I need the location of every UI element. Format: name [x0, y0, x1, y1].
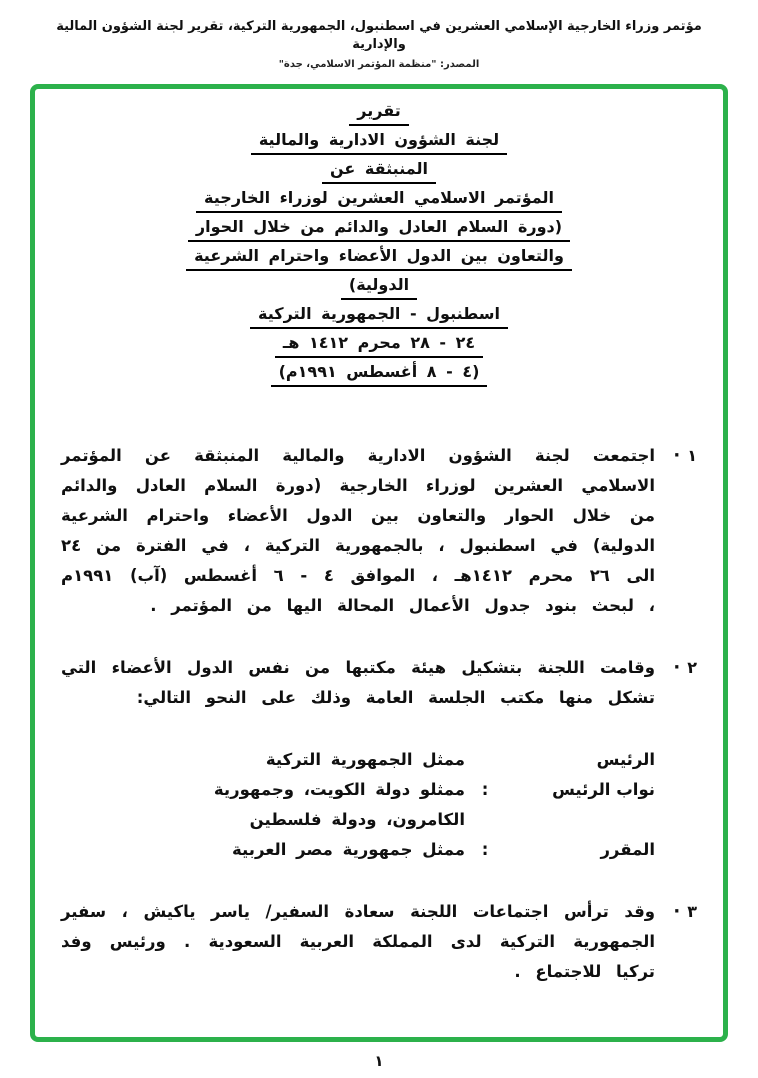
paragraph-number-value: ٣ — [687, 902, 697, 921]
officer-row-chairman — [61, 745, 655, 775]
caption-title: مؤتمر وزراء الخارجية الإسلامي العشرين في اسطنبول، الجمهورية التركية، تقرير لجنة الشؤون المالية والإدارية — [56, 19, 702, 52]
officer-role: المقرر — [600, 840, 655, 859]
paragraph-bullet: · — [673, 657, 681, 678]
paragraph-text: وقامت اللجنة بتشكيل هيئة مكتبها من نفس الدول الأعضاء التي تشكل منها مكتب الجلسة العامة وذلك على النحو التالي: — [61, 658, 655, 707]
title-line-3: المنبثقة عن — [61, 159, 697, 184]
page-number: ١ — [374, 1052, 384, 1070]
paragraph-3 — [61, 897, 697, 987]
report-body — [61, 441, 697, 987]
paragraph-number-value: ١ — [687, 446, 697, 465]
paragraph-number — [655, 441, 697, 621]
paragraph-text: وقد ترأس اجتماعات اللجنة سعادة السفير/ ياسر ياكيش ، سفير الجمهورية التركية لدى المملكة العربية السعودية . ورئيس وفد تركيا للاجتماع . — [61, 902, 655, 981]
officer-value: ممثل الجمهورية التركية — [265, 750, 465, 769]
officer-separator: : — [481, 840, 489, 859]
title-line-7: الدولية) — [61, 275, 697, 300]
document-caption — [0, 0, 758, 70]
paragraph-number — [655, 897, 697, 987]
title-line-5: (دورة السلام العادل والدائم من خلال الحوار — [61, 217, 697, 242]
paragraph-bullet: · — [673, 445, 681, 466]
officer-separator: : — [481, 780, 489, 799]
paragraph-text: اجتمعت لجنة الشؤون الادارية والمالية المنبثقة عن المؤتمر الاسلامي العشرين لوزراء الخارجية (دورة السلام العادل والدائم من خلال الحوار والتعاون بين الدول الأعضاء واحترام الشرعية الدولية) في اسطنبول ، بالجمهورية التركية ، في الفترة من ٢٤ الى ٢٦ محرم ١٤١٢هـ ، الموافق ٤ - ٦ أغسطس (آب) ١٩٩١م ، لبحث بنود جدول الأعمال المحالة اليها من المؤتمر . — [61, 446, 656, 615]
officer-role: الرئيس — [596, 750, 655, 769]
paragraph-2 — [61, 653, 697, 713]
title-line-9: ٢٤ - ٢٨ محرم ١٤١٢ هـ — [61, 333, 697, 358]
title-line-6: والتعاون بين الدول الأعضاء واحترام الشرعية — [61, 246, 697, 271]
title-line-4: المؤتمر الاسلامي العشرين لوزراء الخارجية — [61, 188, 697, 213]
officer-row-rapporteur — [61, 835, 655, 865]
title-line-1: تقرير — [61, 101, 697, 126]
officer-value: ممثل جمهورية مصر العربية — [232, 840, 465, 859]
officer-role: نواب الرئيس — [552, 780, 655, 799]
officers-list — [61, 745, 655, 865]
officer-value: ممثلو دولة الكويت، وجمهورية الكامرون، ودولة فلسطين — [213, 780, 465, 829]
title-line-8: اسطنبول - الجمهورية التركية — [61, 304, 697, 329]
paragraph-bullet: · — [673, 901, 681, 922]
paragraph-1 — [61, 441, 697, 621]
caption-source: المصدر: "منظمة المؤتمر الاسلامي، جدة" — [278, 59, 480, 70]
report-border-box — [30, 84, 728, 1042]
officer-row-vice-chairmen — [61, 775, 655, 835]
title-line-2: لجنة الشؤون الادارية والمالية — [61, 130, 697, 155]
paragraph-number-value: ٢ — [687, 658, 697, 677]
paragraph-number — [655, 653, 697, 713]
title-line-10: (٤ - ٨ أغسطس ١٩٩١م) — [61, 362, 697, 387]
report-title-block — [61, 101, 697, 387]
